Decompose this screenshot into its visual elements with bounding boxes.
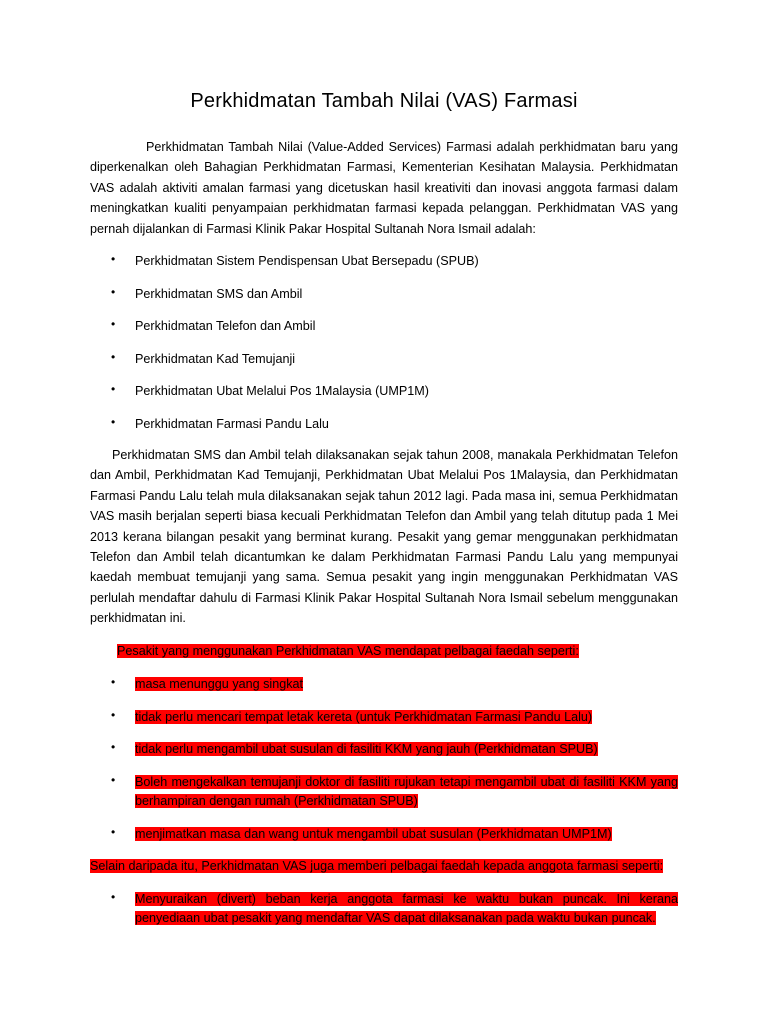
service-item: Perkhidmatan SMS dan Ambil	[135, 287, 303, 301]
staff-benefit-item: Menyuraikan (divert) beban kerja anggota farmasi ke waktu bukan puncak. Ini kerana penyediaan ubat pesakit yang mendaftar VAS dapat dilaksanakan pada waktu bukan puncak.	[135, 892, 678, 925]
bullet: •	[111, 415, 116, 429]
bullet: •	[111, 825, 116, 839]
benefit-item: Boleh mengekalkan temujanji doktor di fasiliti rujukan tetapi mengambil ubat di fasiliti KKM yang berhampiran dengan rumah (Perkhidmatan SPUB)	[135, 775, 678, 808]
benefit-item-wrap	[135, 740, 678, 759]
service-item: Perkhidmatan Sistem Pendispensan Ubat Bersepadu (SPUB)	[135, 254, 479, 268]
bullet: •	[111, 350, 116, 364]
bullet: •	[111, 890, 116, 904]
staff-benefits-heading-line	[90, 857, 663, 875]
benefit-item: tidak perlu mencari tempat letak kereta (untuk Perkhidmatan Farmasi Pandu Lalu)	[135, 710, 593, 724]
bullet: •	[111, 740, 116, 754]
patient-benefits-heading: Pesakit yang menggunakan Perkhidmatan VAS mendapat pelbagai faedah seperti:	[117, 644, 579, 658]
bullet: •	[111, 708, 116, 722]
history-paragraph: Perkhidmatan SMS dan Ambil telah dilaksanakan sejak tahun 2008, manakala Perkhidmatan Telefon dan Ambil, Perkhidmatan Kad Temujanji, Perkhidmatan Ubat Melalui Pos 1Malaysia, dan Perkhidmatan Farmasi Pandu Lalu telah mula dilaksanakan sejak tahun 2012 lagi. Pada masa ini, semua Perkhidmatan VAS masih berjalan seperti biasa kecuali Perkhidmatan Telefon dan Ambil yang telah ditutup pada 1 Mei 2013 kerana bilangan pesakit yang berminat kurang. Pesakit yang gemar menggunakan perkhidmatan Telefon dan Ambil telah dicantumkan ke dalam Perkhidmatan Farmasi Pandu Lalu yang mempunyai kaedah membuat temujanji yang sama. Semua pesakit yang ingin menggunakan Perkhidmatan VAS perlulah mendaftar dahulu di Farmasi Klinik Pakar Hospital Sultanah Nora Ismail sebelum menggunakan perkhidmatan ini.	[90, 448, 678, 626]
bullet: •	[111, 285, 116, 299]
benefit-item: menjimatkan masa dan wang untuk mengambil ubat susulan (Perkhidmatan UMP1M)	[135, 827, 612, 841]
bullet: •	[111, 252, 116, 266]
benefit-item-wrap	[135, 773, 678, 811]
benefit-item: masa menunggu yang singkat	[135, 677, 304, 691]
service-item: Perkhidmatan Farmasi Pandu Lalu	[135, 417, 329, 431]
bullet: •	[111, 773, 116, 787]
patient-benefits-heading-line	[117, 642, 579, 660]
bullet: •	[111, 382, 116, 396]
intro-paragraph: Perkhidmatan Tambah Nilai (Value-Added Services) Farmasi adalah perkhidmatan baru yang diperkenalkan oleh Bahagian Perkhidmatan Farmasi, Kementerian Kesihatan Malaysia. Perkhidmatan VAS adalah aktiviti amalan farmasi yang dicetuskan hasil kreativiti dan inovasi anggota farmasi dalam meningkatkan kualiti penyampaian perkhidmatan farmasi kepada pelanggan. Perkhidmatan VAS yang pernah dijalankan di Farmasi Klinik Pakar Hospital Sultanah Nora Ismail adalah:	[90, 140, 678, 236]
benefit-item-wrap	[135, 890, 678, 928]
benefit-item-wrap	[135, 825, 678, 844]
document-title: Perkhidmatan Tambah Nilai (VAS) Farmasi	[190, 90, 578, 112]
staff-benefits-heading: Selain daripada itu, Perkhidmatan VAS juga memberi pelbagai faedah kepada anggota farmasi seperti:	[90, 859, 664, 873]
service-item: Perkhidmatan Telefon dan Ambil	[135, 319, 316, 333]
bullet: •	[111, 675, 116, 689]
service-item: Perkhidmatan Ubat Melalui Pos 1Malaysia (UMP1M)	[135, 384, 429, 398]
benefit-item-wrap	[135, 675, 678, 694]
bullet: •	[111, 317, 116, 331]
service-item: Perkhidmatan Kad Temujanji	[135, 352, 296, 366]
benefit-item-wrap	[135, 708, 678, 727]
benefit-item: tidak perlu mengambil ubat susulan di fasiliti KKM yang jauh (Perkhidmatan SPUB)	[135, 742, 598, 756]
